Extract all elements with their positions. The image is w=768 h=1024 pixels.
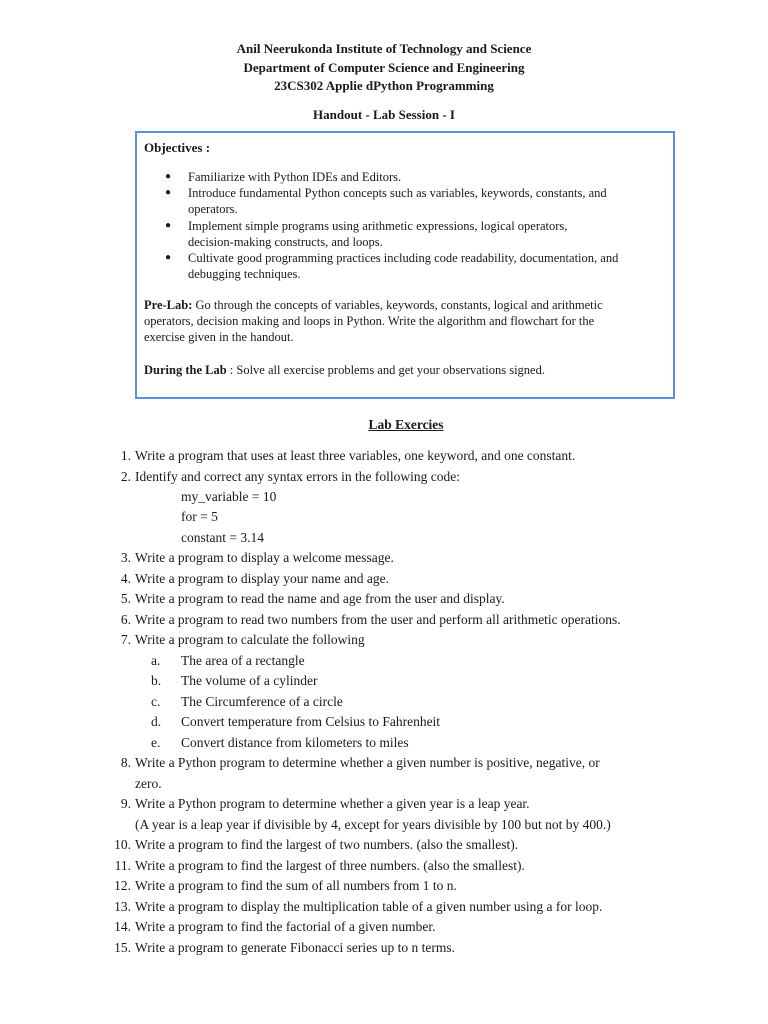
exercise-item: 5. Write a program to read the name and age from the user and display. [120, 591, 505, 606]
exercise-item: 10. Write a program to find the largest of two numbers. (also the smallest). [114, 837, 519, 852]
objective-item: ● Familiarize with Python IDEs and Editors. [165, 169, 665, 185]
exercise-item: 8. Write a Python program to determine whether a given number is positive, negative, or [120, 755, 600, 770]
exercise-item: 6. Write a program to read two numbers from the user and perform all arithmetic operations. [120, 612, 621, 627]
exercise-item: 4. Write a program to display your name and age. [120, 571, 389, 586]
department-name: Department of Computer Science and Engineering [243, 60, 525, 75]
objective-item: ● Implement simple programs using arithmetic expressions, logical operators, decision-making constructs, and loops. [165, 218, 665, 250]
code-line: for = 5 [181, 509, 218, 524]
code-line: my_variable = 10 [181, 489, 277, 504]
exercise-item: 14. Write a program to find the factorial of a given number. [114, 919, 436, 934]
during-lab-paragraph: During the Lab : Solve all exercise problems and get your observations signed. [144, 363, 545, 377]
prelab-label: Pre-Lab: [144, 298, 193, 312]
during-lab-label: During the Lab [144, 363, 227, 377]
exercise-item: 2. Identify and correct any syntax errors in the following code: [120, 469, 461, 484]
exercise-item: 3. Write a program to display a welcome message. [120, 550, 394, 565]
code-line: constant = 3.14 [181, 530, 264, 545]
exercise-item: 11. Write a program to find the largest of three numbers. (also the smallest). [114, 858, 525, 873]
exercise-item: 12. Write a program to find the sum of all numbers from 1 to n. [114, 878, 457, 893]
objectives-label: Objectives : [144, 140, 211, 155]
exercise-item: 13. Write a program to display the multiplication table of a given number using a for loop. [114, 899, 603, 914]
sub-item: d. Convert temperature from Celsius to Fahrenheit [151, 714, 441, 729]
exercises-title: Lab Exercies [368, 417, 444, 432]
exercise-item: 15. Write a program to generate Fibonacci series up to n terms. [114, 940, 455, 955]
course-title: 23CS302 Applie dPython Programming [274, 78, 494, 93]
sub-item: b. The volume of a cylinder [151, 673, 318, 688]
objective-item: ● Cultivate good programming practices including code readability, documentation, and debugging techniques. [165, 250, 665, 282]
exercise-continuation: zero. [135, 776, 162, 791]
institute-name: Anil Neerukonda Institute of Technology and Science [236, 41, 532, 56]
objectives-box [135, 131, 675, 399]
prelab-paragraph: Pre-Lab: Go through the concepts of variables, keywords, constants, logical and arithmetic operators, decision making and loops in Python. Write the algorithm and flowchart for the exercise given in the handout. [144, 298, 603, 345]
handout-title: Handout - Lab Session - I [313, 107, 455, 122]
exercise-item: 1. Write a program that uses at least three variables, one keyword, and one constant. [120, 448, 576, 463]
sub-item: a. The area of a rectangle [151, 653, 305, 668]
sub-item: c. The Circumference of a circle [151, 694, 343, 709]
sub-item: e. Convert distance from kilometers to miles [151, 735, 409, 750]
exercise-continuation: (A year is a leap year if divisible by 4, except for years divisible by 100 but not by 400.) [135, 817, 611, 832]
exercise-item: 7. Write a program to calculate the following [120, 632, 365, 647]
objective-item: ● Introduce fundamental Python concepts such as variables, keywords, constants, and operators. [165, 185, 665, 217]
exercise-item: 9. Write a Python program to determine whether a given year is a leap year. [120, 796, 530, 811]
objectives-list [165, 169, 665, 282]
